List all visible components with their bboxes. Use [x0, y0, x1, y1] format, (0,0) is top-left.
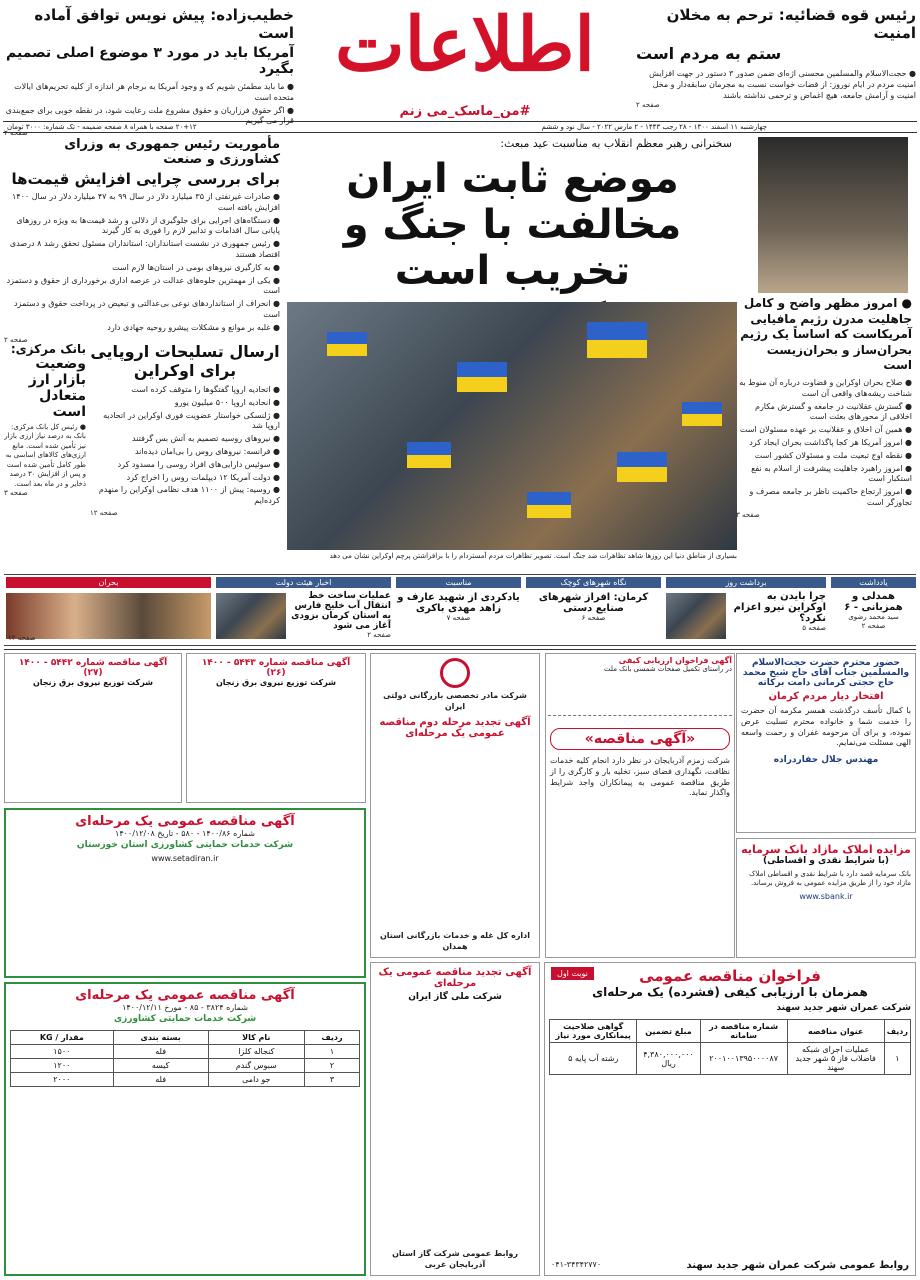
- teaser-item[interactable]: [6, 577, 211, 643]
- top-right-headline-2: ستم به مردم است: [636, 44, 782, 63]
- table-row: [11, 1044, 360, 1058]
- agri-tender-website[interactable]: www.setadiran.ir: [151, 853, 219, 863]
- table-cell: ۳: [304, 1072, 359, 1086]
- central-bank-story[interactable]: [4, 342, 86, 567]
- top-left-headline-1: خطیب‌زاده: پیش نویس توافق آماده است: [34, 6, 294, 42]
- flag-icon: [617, 452, 667, 482]
- teaser-item[interactable]: [526, 577, 661, 643]
- power-tender-title: آگهی مناقصه شماره ۵۴۴۲ - ۱۴۰۰ (۲۷): [18, 658, 168, 678]
- gas-tender-org: شرکت ملی گاز ایران: [408, 992, 502, 1002]
- gas-tender-title: آگهی تجدید مناقصه عمومی یک مرحله‌ای: [378, 967, 532, 989]
- city-tender-org: شرکت عمران شهر جدید سهند: [776, 1003, 911, 1013]
- auction-body: بانک سرمایه قصد دارد با شرایط نقدی و اقساطی املاک مازاد خود را از طریق مزایده عمومی به فروش برساند.: [749, 870, 911, 888]
- city-tender-ad[interactable]: [544, 962, 916, 1276]
- table-cell: جو دامی: [208, 1072, 304, 1086]
- table-header: مقدار / KG: [11, 1030, 114, 1044]
- agri-tender-org: شرکت خدمات حمایتی کشاورزی استان خوزستان: [76, 839, 294, 850]
- commerce-org: شرکت مادر تخصصی بازرگانی دولتی ایران: [383, 691, 527, 711]
- bank-page-ref: صفحه ۳: [4, 489, 28, 498]
- top-right-headline-1: رئیس قوه قضائیه: ترحم به مخلان امنیت: [666, 6, 916, 42]
- teaser-page: صفحه ۵: [802, 624, 826, 632]
- lead-headline-1: موضع ثابت ایران: [346, 156, 679, 202]
- power-tender-org: شرکت توزیع نیروی برق زنجان: [32, 678, 154, 687]
- table-header: شماره مناقصه در سامانه: [700, 1020, 787, 1043]
- table-cell: ۲: [304, 1058, 359, 1072]
- photo-caption: بسیاری از مناطق دنیا این روزها شاهد تظاهرات ضد جنگ است. تصویر تظاهرات مردم آمستردام را با برافراشتن پرچم اوکراین نشان می دهد: [329, 552, 737, 560]
- weapons-page-ref: صفحه ۱۲: [90, 508, 118, 517]
- weapons-bullet: ● اتحادیه اروپا گفتگوها را متوقف کرده است: [131, 385, 280, 394]
- issue-line: ۲۰+۱۲ صفحه با همراه ۸ صفحه ضمیمه - تک شماره: ۳۰۰۰ تومان: [7, 123, 197, 131]
- agri-tender-number: شماره ۱۴۰۰/۸۶ - ۵۸۰ - تاریخ ۱۴۰۰/۱۲/۰۸: [115, 829, 255, 838]
- teaser-title: کرمان: افراز شهرهای صنایع دستی: [538, 592, 649, 614]
- top-right-page-ref: صفحه ۲: [636, 101, 660, 110]
- teaser-item[interactable]: [396, 577, 521, 643]
- masthead: [300, 0, 630, 130]
- power-tender-org: شرکت توزیع نیروی برق زنجان: [215, 678, 337, 687]
- tender-notice-body: شرکت زمزم آذربایجان در نظر دارد انجام کلیه خدمات نظافت، نگهداری فضای سبز، تخلیه بار و کارگری را از طریق مناقصه عمومی به پیمانکاران واجد شرایط واگذار نماید.: [550, 756, 730, 798]
- bank-headline-3: بازار ارز: [28, 372, 86, 388]
- agri-tender-org: شرکت خدمات حمایتی کشاورزی: [113, 1013, 257, 1024]
- top-right-body: ● حجت‌الاسلام والمسلمین محسنی اژه‌ای ضمن صدور ۳ دستور در جهت افزایش امنیت مردم در ایام نوروز: از قضات خواست نسبت به مجرمان سابقه‌دار و مخل امنیت و آرامش جامعه، هیچ اغماض و ترحمی نداشته باشند: [649, 69, 916, 100]
- table-cell: ۴,۳۸۰,۰۰۰,۰۰۰ ریال: [637, 1043, 700, 1075]
- president-bullet: ● انحراف از استانداردهای نوعی بی‌عدالتی و تبعیض در پرداخت حقوق و دستمزد است: [13, 299, 280, 319]
- teaser-photo: [6, 593, 211, 639]
- table-cell: فله: [113, 1044, 208, 1058]
- table-row: [550, 1043, 911, 1075]
- flag-icon: [407, 442, 451, 468]
- agri-tender-title: آگهی مناقصه عمومی یک مرحله‌ای: [75, 988, 295, 1003]
- teaser-author: سید محمد رضوی: [848, 613, 899, 621]
- leader-portrait: [758, 137, 908, 293]
- weapons-bullet: ● سوئیس دارایی‌های افراد روسی را مسدود کرد: [117, 459, 280, 469]
- president-bullet: ● رئیس جمهوری در نشست استانداران: استانداران مسئول تحقق رشد ۸ درصدی اقتصاد هستند: [9, 239, 280, 259]
- flag-icon: [682, 402, 722, 426]
- flag-icon: [587, 322, 647, 358]
- commerce-logo-icon: [440, 658, 470, 688]
- city-tender-footer: روابط عمومی شرکت عمران شهر جدید سهند: [686, 1260, 909, 1271]
- lead-headline-2: مخالفت با جنگ و تخریب است: [343, 202, 682, 294]
- teaser-tag: اخبار هیئت دولت: [216, 577, 391, 588]
- bank-auction-ad[interactable]: [736, 838, 916, 958]
- city-tender-banner: نوبت اول: [551, 967, 594, 980]
- president-page-ref: صفحه ۲: [4, 335, 28, 344]
- condolence-ad[interactable]: [736, 653, 916, 833]
- table-cell: ۲۰۰۱۰۰۱۳۹۵۰۰۰۰۸۷: [700, 1043, 787, 1075]
- table-cell: کیسه: [113, 1058, 208, 1072]
- agri-tender-ad-1[interactable]: [4, 808, 366, 978]
- tender-notice-title: «آگهی مناقصه»: [550, 728, 730, 750]
- zamzam-tender-ad[interactable]: [545, 653, 735, 958]
- flag-icon: [457, 362, 507, 392]
- agri-tender-title: آگهی مناقصه عمومی یک مرحله‌ای: [75, 814, 295, 829]
- top-left-bullet: ● اگر حقوق فرزاریان و حقوق مشروع ملت رعایت شود، در نقطه خوبی برای جمع‌بندی قرار می گیریم: [5, 105, 294, 126]
- weapons-bullet: ● انحادیه اروپا ۵۰۰ میلیون یورو: [174, 397, 280, 407]
- leader-bullet: ● امروز راهبرد جاهلیت پیشرفت از اسلام به نفع استکبار است: [751, 463, 912, 484]
- leader-bullet: ● صلاح بحران اوکراین و قضاوت درباره آن منوط به شناخت ریشه‌های واقعی آن است: [739, 377, 912, 398]
- teaser-tag: یادداشت: [831, 577, 916, 588]
- leader-bullet: ● گسترش عقلانیت در جامعه و گسترش مکارم اخلاقی از محورهای بعثت است: [754, 401, 912, 422]
- president-bullet: ● دستگاه‌های اجرایی برای جلوگیری از دلالی و رشد قیمت‌ها به ویژه در روزهای پایانی سال اقدامات و تدابیر لازم را فوری به کار گیرند: [16, 215, 280, 236]
- city-tender-subtitle: همزمان با ارزیابی کیفی (فشرده) یک مرحله‌ای: [592, 985, 868, 999]
- table-header: گواهی صلاحیت پیمانکاری مورد نیاز: [550, 1020, 637, 1043]
- auction-website[interactable]: www.sbank.ir: [799, 891, 853, 901]
- commerce-footer: اداره کل غله و خدمات بازرگانی استان همدان: [379, 931, 531, 952]
- table-row: [11, 1058, 360, 1072]
- teaser-tag: بحران: [6, 577, 211, 588]
- weapons-bullet: ● فرانسه: نیروهای روس را بی‌امان دیده‌اند: [134, 446, 280, 456]
- top-left-page-ref: صفحه ۲: [4, 129, 28, 138]
- table-cell: ۱: [304, 1044, 359, 1058]
- lead-kicker: سخنرانی رهبر معظم انقلاب به مناسبت عید مبعث:: [500, 137, 732, 150]
- gas-tender-footer: روابط عمومی شرکت گاز استان آذربایجان غربی: [392, 1249, 518, 1270]
- president-bullet: ● صادرات غیرنفتی از ۳۵ میلیارد دلار در سال ۹۹ به ۴۷ میلیارد دلار در سال ۱۴۰۰ افزایش یافته است: [11, 192, 280, 212]
- teaser-photo: [216, 593, 286, 639]
- leader-bullet: ● امروز ارتجاع حاکمیت ناظر بر جامعه مصرف و تجاوزگر است: [749, 487, 912, 507]
- teaser-title: یادکردی از شهید عارف و زاهد مهدی باکری: [397, 592, 520, 614]
- bank-headline-1: بانک مرکزی:: [10, 342, 86, 356]
- agri-goods-table: [10, 1030, 360, 1087]
- condolence-signature: مهندس جلال حفاردراده: [773, 755, 879, 766]
- teaser-title: چرا بایدن به اوکراین نیرو اعزام نکرد؟: [733, 591, 826, 624]
- commerce-title: آگهی تجدید مرحله دوم مناقصه عمومی یک مرحله‌ای: [379, 716, 531, 739]
- power-tender-title: آگهی مناقصه شماره ۵۴۴۳ - ۱۴۰۰ (۲۶): [201, 658, 351, 678]
- auction-subtitle: (با شرایط نقدی و اقساطی): [762, 856, 890, 866]
- agri-tender-ad-2[interactable]: [4, 982, 366, 1276]
- table-row: [11, 1072, 360, 1086]
- president-story[interactable]: [4, 137, 280, 344]
- mellat-title: آگهی فراخوان ارزیابی کیفی: [618, 656, 732, 665]
- leader-lead: ● امروز مظهر واضح و کامل جاهلیت مدرن رژیم مافیایی آمریکاست که اساساً یک رژیم بحران‌ساز و بحران‌زیست است: [740, 296, 912, 373]
- president-headline-2: برای بررسی چرایی افزایش قیمت‌ها: [11, 170, 280, 188]
- weapons-bullet: ● ژلنسکی خواستار عضویت فوری اوکراین در اتحادیه اروپا شد: [103, 410, 280, 431]
- bank-headline-4: متعادل است: [39, 388, 86, 420]
- ads-divider: [4, 649, 916, 650]
- newspaper-logo: اطلاعات: [335, 2, 595, 88]
- teaser-tag: برداشت روز: [666, 577, 826, 588]
- teaser-tag: مناسبت: [396, 577, 521, 588]
- mellat-body: در راستای تکمیل صفحات شمسی بانک ملت: [604, 665, 732, 673]
- table-cell: رشته آب پایه ۵: [550, 1043, 637, 1075]
- bank-body: ● رئیس کل بانک مرکزی: بانک به درصد نیاز ارزی بازار نیز تأمین شده است. مانع ارزی‌های کالاهای اساسی به طور کامل تأمین شده است و پس از افزایش ۳۰ درصد ذخایر و در ماه بعد است.: [4, 423, 86, 488]
- table-header: مبلغ تضمین: [637, 1020, 700, 1043]
- table-header: نام کالا: [208, 1030, 304, 1044]
- weapons-bullet: ● دولت آمریکا ۱۲ دیپلمات روس را اخراج کرد: [126, 472, 280, 482]
- auction-title: مزایده املاک مازاد بانک سرمایه: [741, 843, 911, 856]
- table-cell: ۲۰۰۰: [11, 1072, 114, 1086]
- teaser-title: عملیات ساخت خط انتقال آب خلیج فارس به استان کرمان بزودی آغاز می شود: [291, 591, 391, 631]
- weapons-bullet: ● نیروهای روسیه تصمیم به آتش بس گرفتند: [132, 434, 280, 444]
- weapons-headline-2: برای اوکراین: [133, 361, 237, 380]
- teaser-page: صفحه ۲: [367, 631, 391, 639]
- teaser-item[interactable]: [216, 577, 391, 643]
- teaser-photo: [666, 593, 726, 639]
- agri-tender-number: شماره ۳۸۲۴ - ۸۵ - مورخ ۱۴۰۰/۱۲/۱۱: [122, 1003, 248, 1012]
- teaser-page: صفحه ۱۲: [8, 633, 36, 642]
- city-tender-title: فراخوان مناقصه عمومی: [639, 967, 821, 985]
- teaser-item[interactable]: [831, 577, 916, 643]
- table-cell: سبوس گندم: [208, 1058, 304, 1072]
- top-left-bullet: ● ما باید مطمئن شویم که و وجود آمریکا به برجام هر اندازه از کلیه تحریم‌های ایالات متحده است: [14, 82, 294, 102]
- table-cell: عملیات اجرای شبکه فاضلاب فاز ۵ شهر جدید سهند: [787, 1043, 884, 1075]
- date-line: چهارشنبه ۱۱ اسفند ۱۴۰۰ - ۲۸ رجب ۱۴۴۳ - ۲ مارس ۲۰۲۲ - سال نود و ششم: [541, 123, 767, 131]
- table-cell: فله: [113, 1072, 208, 1086]
- teaser-tag: نگاه شهرهای کوچک: [526, 577, 661, 588]
- bank-headline-2: وضعیت: [35, 356, 86, 372]
- table-cell: ۱۵۰۰: [11, 1044, 114, 1058]
- gas-tender-ad[interactable]: [370, 962, 540, 1276]
- table-cell: ۱۲۰۰: [11, 1058, 114, 1072]
- top-left-headline-2: آمریکا باید در مورد ۳ موضوع اصلی تصمیم بگیرد: [6, 45, 294, 77]
- teaser-page: صفحه ۷: [446, 614, 471, 622]
- power-tender-ad-2[interactable]: [4, 653, 182, 803]
- condolence-title: حضور محترم حضرت حجت‌الاسلام والمسلمین جناب آقای حاج شیخ محمد حاج حجتی کرمانی دامت برکاته: [742, 658, 910, 688]
- leader-bullet: ● همین آن اخلاق و عقلانیت بر عهده مسئولان است: [739, 425, 912, 435]
- teaser-item[interactable]: [666, 577, 826, 643]
- city-tender-phone: ۰۴۱-۳۴۳۴۲۷۷۰: [551, 1260, 602, 1270]
- mask-slogan: #من_ماسک_می زنم: [399, 104, 531, 119]
- weapons-bullet: ● روسیه: پیش از ۱۱۰۰ هدف نظامی اوکراین را منهدم کرده‌ایم: [98, 485, 280, 506]
- protest-photo: [287, 302, 737, 550]
- top-right-story[interactable]: [636, 6, 916, 118]
- teaser-page: صفحه ۲: [861, 622, 886, 631]
- teaser-title: همدلی و همزبانی - ۶: [844, 591, 903, 613]
- leader-bullet: ● نقطه اوج تبعیت ملت و مسئولان کشور است: [754, 450, 912, 460]
- city-tender-table: [549, 1019, 911, 1075]
- condolence-body: با کمال تأسف درگذشت همسر مکرمه آن حضرت را خدمت شما و خانواده محترم تسلیت عرض نموده، و برای آن مرحومه غفران و رحمت واسعه الهی مسئلت می‌نمایم.: [741, 706, 911, 748]
- president-bullet: ● غلبه بر موانع و مشکلات پیشرو روحیه جهادی دارد: [107, 322, 280, 332]
- flag-icon: [527, 492, 571, 518]
- president-bullet: ● یکی از مهمترین جلوه‌های عدالت در عرصه اداری برخورداری از حقوق و دستمزد است: [6, 275, 280, 296]
- weapons-headline-1: ارسال تسلیحات اروپایی: [90, 342, 280, 361]
- president-bullet: ● به کارگیری نیروهای بومی در استان‌ها لازم است: [112, 262, 280, 272]
- table-header: بسته بندی: [113, 1030, 208, 1044]
- table-header: عنوان مناقصه: [787, 1020, 884, 1043]
- table-cell: کنجاله کلزا: [208, 1044, 304, 1058]
- weapons-story[interactable]: [90, 342, 280, 567]
- table-header: ردیف: [304, 1030, 359, 1044]
- commerce-tender-ad[interactable]: [370, 653, 540, 958]
- leader-page-ref: صفحه ۳: [736, 510, 760, 519]
- teaser-page: صفحه ۶: [581, 614, 606, 622]
- flag-icon: [327, 332, 367, 356]
- lead-story[interactable]: [285, 137, 740, 297]
- bank-mellat-strip: [548, 656, 732, 716]
- condolence-subtitle: افتخار دیار مردم کرمان: [768, 691, 884, 702]
- table-cell: ۱: [884, 1043, 910, 1075]
- president-headline-1: مأموریت رئیس جمهوری به وزرای کشاورزی و صنعت: [64, 137, 280, 167]
- power-tender-ad-1[interactable]: [186, 653, 366, 803]
- table-header: ردیف: [884, 1020, 910, 1043]
- leader-column[interactable]: [736, 296, 912, 568]
- teaser-row: [4, 574, 916, 646]
- leader-bullet: ● امروز آمریکا هر کجا پاگذاشت بحران ایجاد کرد: [749, 437, 912, 447]
